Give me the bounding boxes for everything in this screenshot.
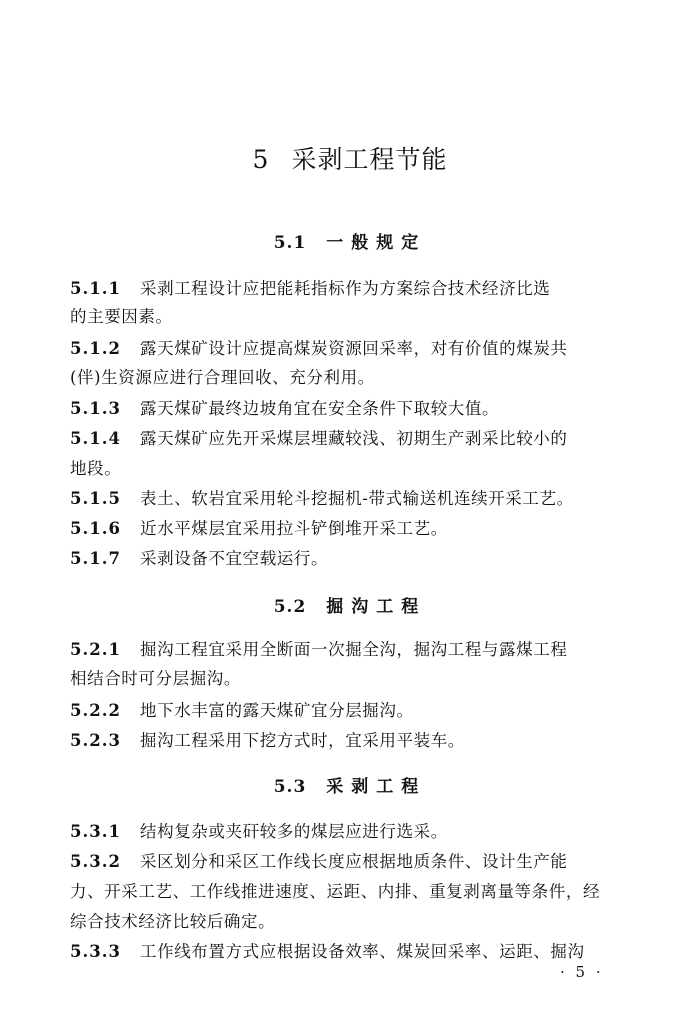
clause-5-1-6 <box>70 515 448 539</box>
section-name: 采剥工程 <box>326 777 427 797</box>
clause-continuation <box>70 303 173 327</box>
clause-5-1-7 <box>70 545 328 569</box>
clause-number: 5.1.3 <box>70 399 121 418</box>
clause-5-1-3 <box>70 395 499 419</box>
clause-text: 力、开采工艺、工作线推进速度、运距、内排、重复剥离量等条件，经 <box>70 882 601 901</box>
clause-text: 相结合时可分层掘沟。 <box>70 669 241 688</box>
section-heading-5-2 <box>0 592 700 617</box>
clause-5-2-1 <box>70 636 568 660</box>
clause-continuation <box>70 665 241 689</box>
clause-continuation <box>70 455 121 479</box>
clause-text: 采剥设备不宜空载运行。 <box>140 549 329 568</box>
section-heading-5-1 <box>0 228 700 253</box>
clause-5-1-2 <box>70 335 568 359</box>
clause-text: (伴)生资源应进行合理回收、充分利用。 <box>70 368 375 387</box>
clause-number: 5.1.6 <box>70 519 121 538</box>
clause-5-1-1 <box>70 275 550 299</box>
clause-number: 5.2.3 <box>70 731 121 750</box>
clause-text: 采区划分和采区工作线长度应根据地质条件、设计生产能 <box>140 852 568 871</box>
section-name: 掘沟工程 <box>326 597 427 617</box>
chapter-title <box>0 140 700 176</box>
clause-5-3-1 <box>70 818 448 842</box>
clause-text: 结构复杂或夹矸较多的煤层应进行选采。 <box>140 822 448 841</box>
section-number: 5.3 <box>273 777 307 797</box>
clause-text: 采剥工程设计应把能耗指标作为方案综合技术经济比选 <box>140 279 551 298</box>
clause-text: 综合技术经济比较后确定。 <box>70 912 276 931</box>
clause-number: 5.1.5 <box>70 489 121 508</box>
clause-text: 近水平煤层宜采用拉斗铲倒堆开采工艺。 <box>140 519 448 538</box>
clause-number: 5.3.1 <box>70 822 121 841</box>
clause-text: 掘沟工程宜采用全断面一次掘全沟，掘沟工程与露煤工程 <box>140 640 568 659</box>
clause-number: 5.3.2 <box>70 852 121 871</box>
clause-5-1-5 <box>70 485 574 509</box>
chapter-name: 采剥工程节能 <box>291 145 448 174</box>
clause-5-3-2 <box>70 848 568 872</box>
clause-number: 5.1.2 <box>70 339 121 358</box>
clause-5-1-4 <box>70 425 568 449</box>
clause-number: 5.1.1 <box>70 279 121 298</box>
clause-number: 5.2.1 <box>70 640 121 659</box>
clause-number: 5.1.7 <box>70 549 121 568</box>
clause-continuation <box>70 908 275 932</box>
clause-text: 掘沟工程采用下挖方式时，宜采用平装车。 <box>140 731 465 750</box>
clause-text: 工作线布置方式应根据设备效率、煤炭回采率、运距、掘沟 <box>140 942 585 961</box>
clause-text: 表土、软岩宜采用轮斗挖掘机-带式输送机连续开采工艺。 <box>140 489 574 508</box>
clause-text: 露天煤矿应先开采煤层埋藏较浅、初期生产剥采比较小的 <box>140 429 568 448</box>
clause-continuation <box>70 364 375 388</box>
clause-text: 地段。 <box>70 459 122 478</box>
clause-5-2-3 <box>70 727 465 751</box>
clause-number: 5.1.4 <box>70 429 121 448</box>
clause-text: 地下水丰富的露天煤矿宜分层掘沟。 <box>140 701 414 720</box>
section-heading-5-3 <box>0 772 700 797</box>
section-name: 一般规定 <box>326 233 427 253</box>
page-number: · 5 · <box>560 963 604 981</box>
chapter-number: 5 <box>252 145 270 174</box>
clause-continuation <box>70 878 600 902</box>
clause-text: 露天煤矿最终边坡角宜在安全条件下取较大值。 <box>140 399 500 418</box>
clause-5-3-3 <box>70 938 585 962</box>
clause-5-2-2 <box>70 697 414 721</box>
section-number: 5.1 <box>273 233 307 253</box>
clause-number: 5.2.2 <box>70 701 121 720</box>
clause-text: 的主要因素。 <box>70 307 173 326</box>
section-number: 5.2 <box>273 597 307 617</box>
clause-number: 5.3.3 <box>70 942 121 961</box>
clause-text: 露天煤矿设计应提高煤炭资源回采率，对有价值的煤炭共 <box>140 339 568 358</box>
